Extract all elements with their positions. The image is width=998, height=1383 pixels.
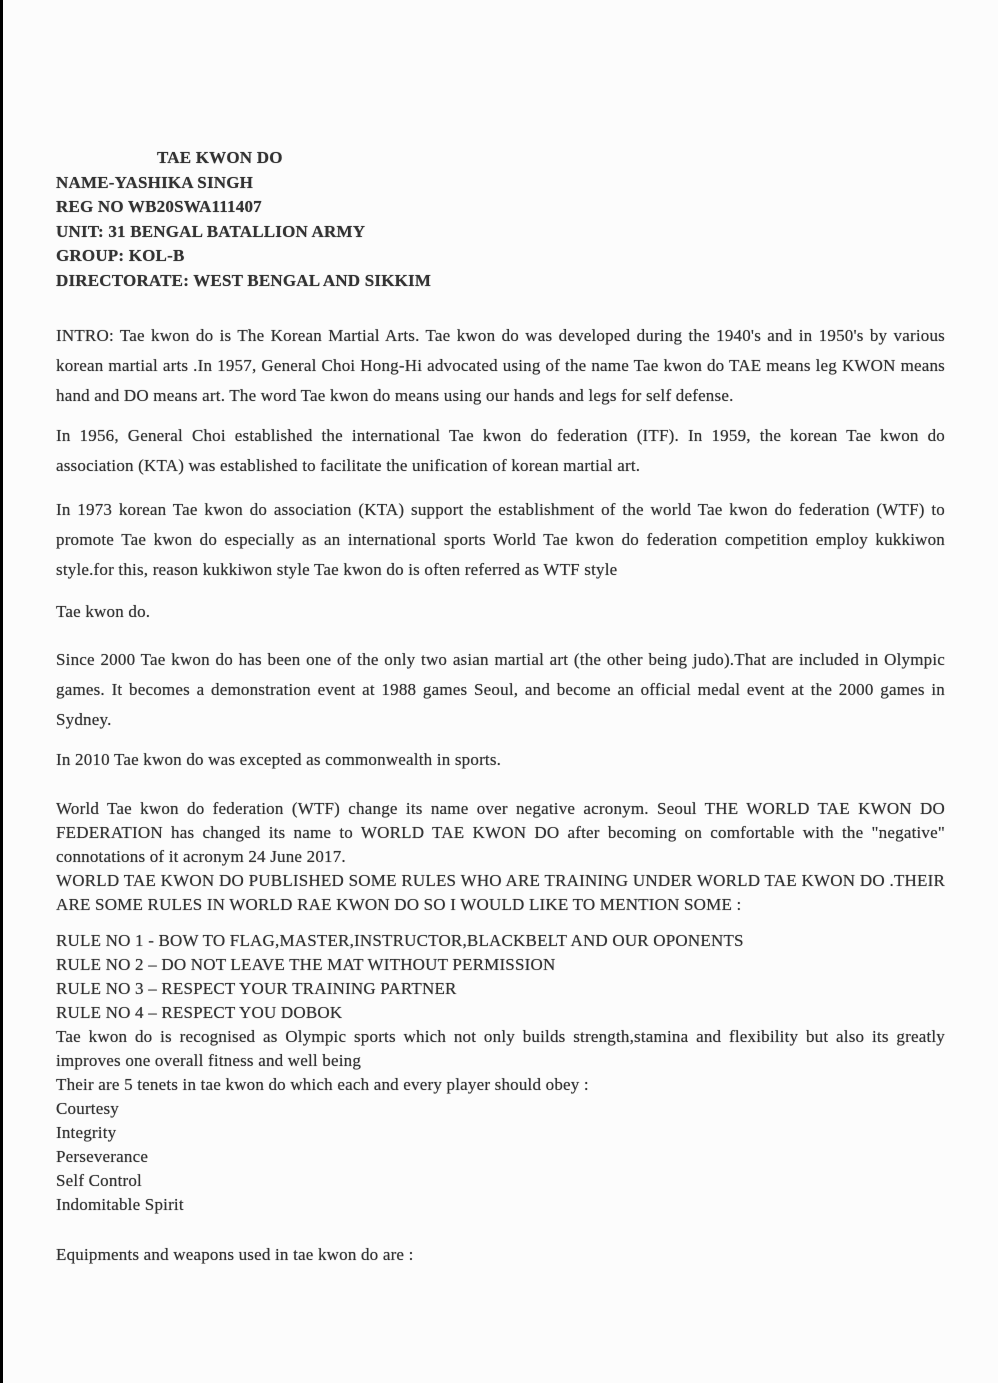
tenet-courtesy: Courtesy (56, 1099, 119, 1118)
header-line-unit: UNIT: 31 BENGAL BATALLION ARMY (56, 221, 366, 241)
tenets-intro-line: Their are 5 tenets in tae kwon do which each and every player should obey : (56, 1075, 589, 1094)
header-line-name: NAME-YASHIKA SINGH (56, 172, 254, 192)
document-content (56, 146, 945, 1267)
scan-left-edge-line (0, 0, 3, 1383)
paragraph-olympic-benefits: Tae kwon do is recognised as Olympic sports which not only builds strength,stamina and flexibility but also its greatly improves one overall fitness and well being (56, 1027, 945, 1070)
paragraph-taekwondo-line: Tae kwon do. (56, 602, 151, 621)
paragraph-commonwealth-2010: In 2010 Tae kwon do was excepted as commonwealth in sports. (56, 750, 502, 769)
tenet-integrity: Integrity (56, 1123, 117, 1142)
document-header (56, 146, 945, 293)
rule-line-4: RULE NO 4 – RESPECT YOU DOBOK (56, 1003, 343, 1022)
paragraph-olympics: Since 2000 Tae kwon do has been one of the only two asian martial art (the other being judo).That are included in Olympic games. It becomes a demonstration event at 1988 games Seoul, and become an official medal event at the 2000 games in Sydney. (56, 650, 945, 729)
rule-line-2: RULE NO 2 – DO NOT LEAVE THE MAT WITHOUT PERMISSION (56, 955, 556, 974)
rule-line-3: RULE NO 3 – RESPECT YOUR TRAINING PARTNER (56, 979, 457, 998)
header-line-group: GROUP: KOL-B (56, 246, 185, 265)
paragraph-rename-2017: World Tae kwon do federation (WTF) change its name over negative acronym. Seoul THE WORLD TAE KWON DO FEDERATION has changed its name to WORLD TAE KWON DO after becoming on comfortable with the "negative" connotations of it acronym 24 June 2017. (56, 799, 945, 866)
tenet-perseverance: Perseverance (56, 1147, 149, 1166)
paragraph-history-1973: In 1973 korean Tae kwon do association (KTA) support the establishment of the world Tae kwon do federation (WTF) to promote Tae kwon do especially as an international sports World Tae kwon do federation competition employ kukkiwon style.for this, reason kukkiwon style Tae kwon do is often referred as WTF style (56, 500, 945, 579)
paragraph-intro: INTRO: Tae kwon do is The Korean Martial Arts. Tae kwon do was developed during the 1940's and in 1950's by various korean martial arts .In 1957, General Choi Hong-Hi advocated using of the name Tae kwon do TAE means leg KWON means hand and DO means art. The word Tae kwon do means using our hands and legs for self defense. (56, 326, 945, 405)
header-line-directorate: DIRECTORATE: WEST BENGAL AND SIKKIM (56, 270, 432, 290)
tenet-self-control: Self Control (56, 1171, 142, 1190)
tenet-indomitable-spirit: Indomitable Spirit (56, 1195, 184, 1214)
page-title: TAE KWON DO (157, 148, 283, 167)
paragraph-history-1956: In 1956, General Choi established the international Tae kwon do federation (ITF). In 1959, the korean Tae kwon do association (KTA) was established to facilitate the unification of korean martial art. (56, 426, 945, 475)
rule-line-1: RULE NO 1 - BOW TO FLAG,MASTER,INSTRUCTOR,BLACKBELT AND OUR OPONENTS (56, 931, 744, 950)
paragraph-rules-intro: WORLD TAE KWON DO PUBLISHED SOME RULES WHO ARE TRAINING UNDER WORLD TAE KWON DO .THEIR ARE SOME RULES IN WORLD RAE KWON DO SO I WOULD LIKE TO MENTION SOME : (56, 871, 945, 914)
header-line-reg-no: REG NO WB20SWA111407 (56, 197, 262, 216)
equipment-intro-line: Equipments and weapons used in tae kwon do are : (56, 1245, 414, 1264)
